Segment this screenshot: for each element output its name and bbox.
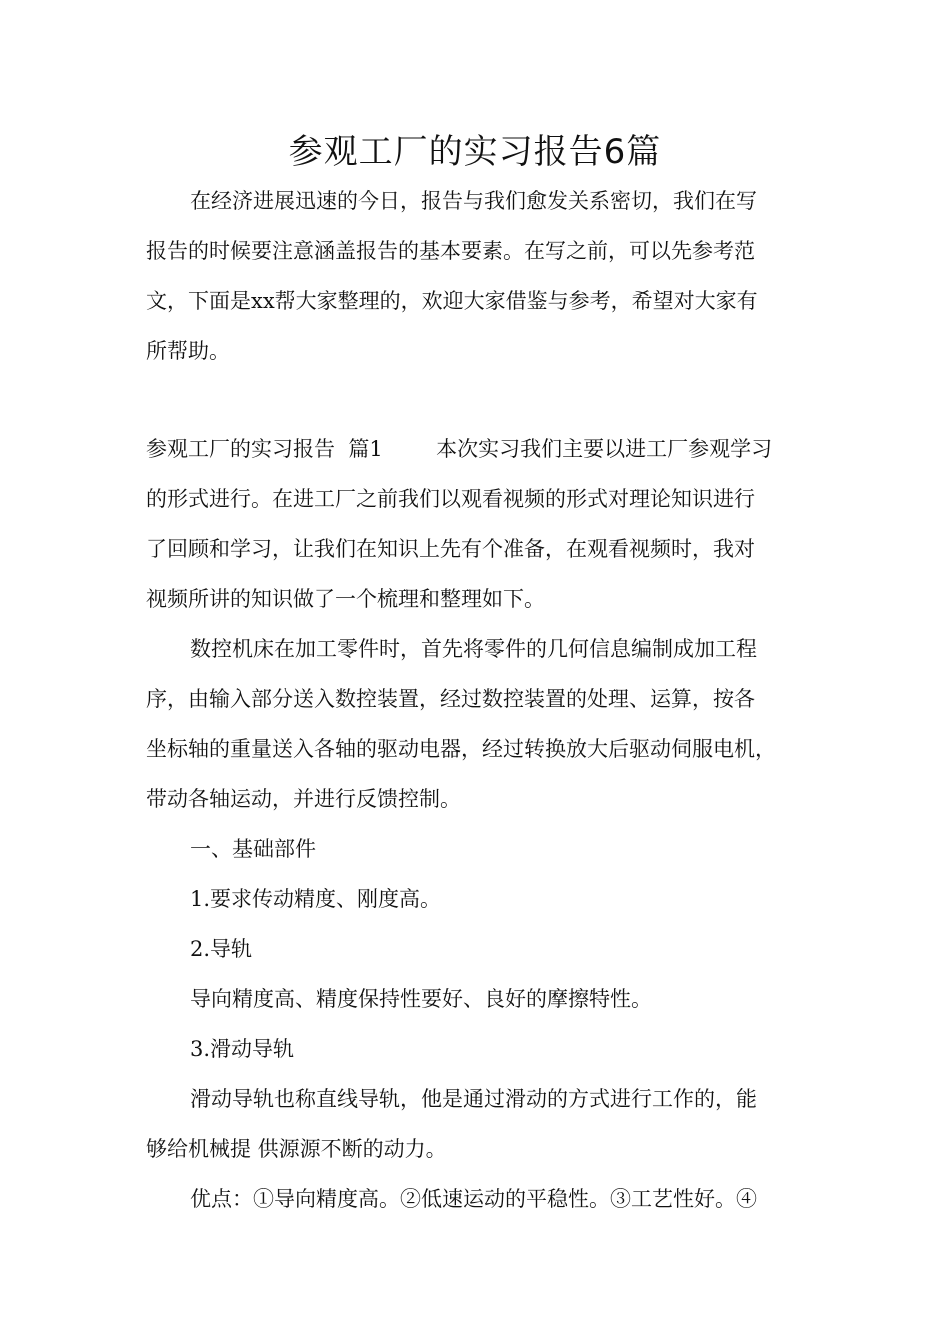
document-title: 参观工厂的实习报告6篇 (288, 132, 662, 172)
heading-basic-parts: 一、基础部件 (190, 837, 316, 861)
section-1-line-2: 的形式进行。在进工厂之前我们以观看视频的形式对理论知识进行 (146, 487, 755, 511)
section-1-line-4: 视频所讲的知识做了一个梳理和整理如下。 (146, 587, 545, 611)
item-1: 1.要求传动精度、刚度高。 (190, 887, 442, 911)
sliding-guide-line-2: 够给机械提 供源源不断的动力。 (146, 1137, 447, 1161)
advantages-line: 优点：①导向精度高。②低速运动的平稳性。③工艺性好。④ (190, 1187, 757, 1211)
cnc-paragraph-line-1: 数控机床在加工零件时，首先将零件的几何信息编制成加工程 (190, 637, 757, 661)
intro-line-2: 报告的时候要注意涵盖报告的基本要素。在写之前，可以先参考范 (146, 239, 755, 263)
item-3-heading: 3.滑动导轨 (190, 1037, 295, 1061)
cnc-paragraph-line-2: 序，由输入部分送入数控装置，经过数控装置的处理、运算，按各 (146, 687, 755, 711)
intro-line-4: 所帮助。 (146, 339, 230, 363)
intro-line-3: 文，下面是xx帮大家整理的，欢迎大家借鉴与参考，希望对大家有 (146, 289, 758, 313)
section-1-line-3: 了回顾和学习，让我们在知识上先有个准备，在观看视频时，我对 (146, 537, 755, 561)
cnc-paragraph-line-4: 带动各轴运动，并进行反馈控制。 (146, 787, 461, 811)
sliding-guide-line-1: 滑动导轨也称直线导轨，他是通过滑动的方式进行工作的，能 (190, 1087, 757, 1111)
item-2-text: 导向精度高、精度保持性要好、良好的摩擦特性。 (190, 987, 652, 1011)
cnc-paragraph-line-3: 坐标轴的重量送入各轴的驱动电器，经过转换放大后驱动伺服电机， (146, 737, 776, 761)
item-2-heading: 2.导轨 (190, 937, 253, 961)
section-1-line-1: 参观工厂的实习报告 篇1 本次实习我们主要以进工厂参观学习 (146, 437, 773, 461)
intro-line-1: 在经济进展迅速的今日，报告与我们愈发关系密切，我们在写 (190, 189, 757, 213)
